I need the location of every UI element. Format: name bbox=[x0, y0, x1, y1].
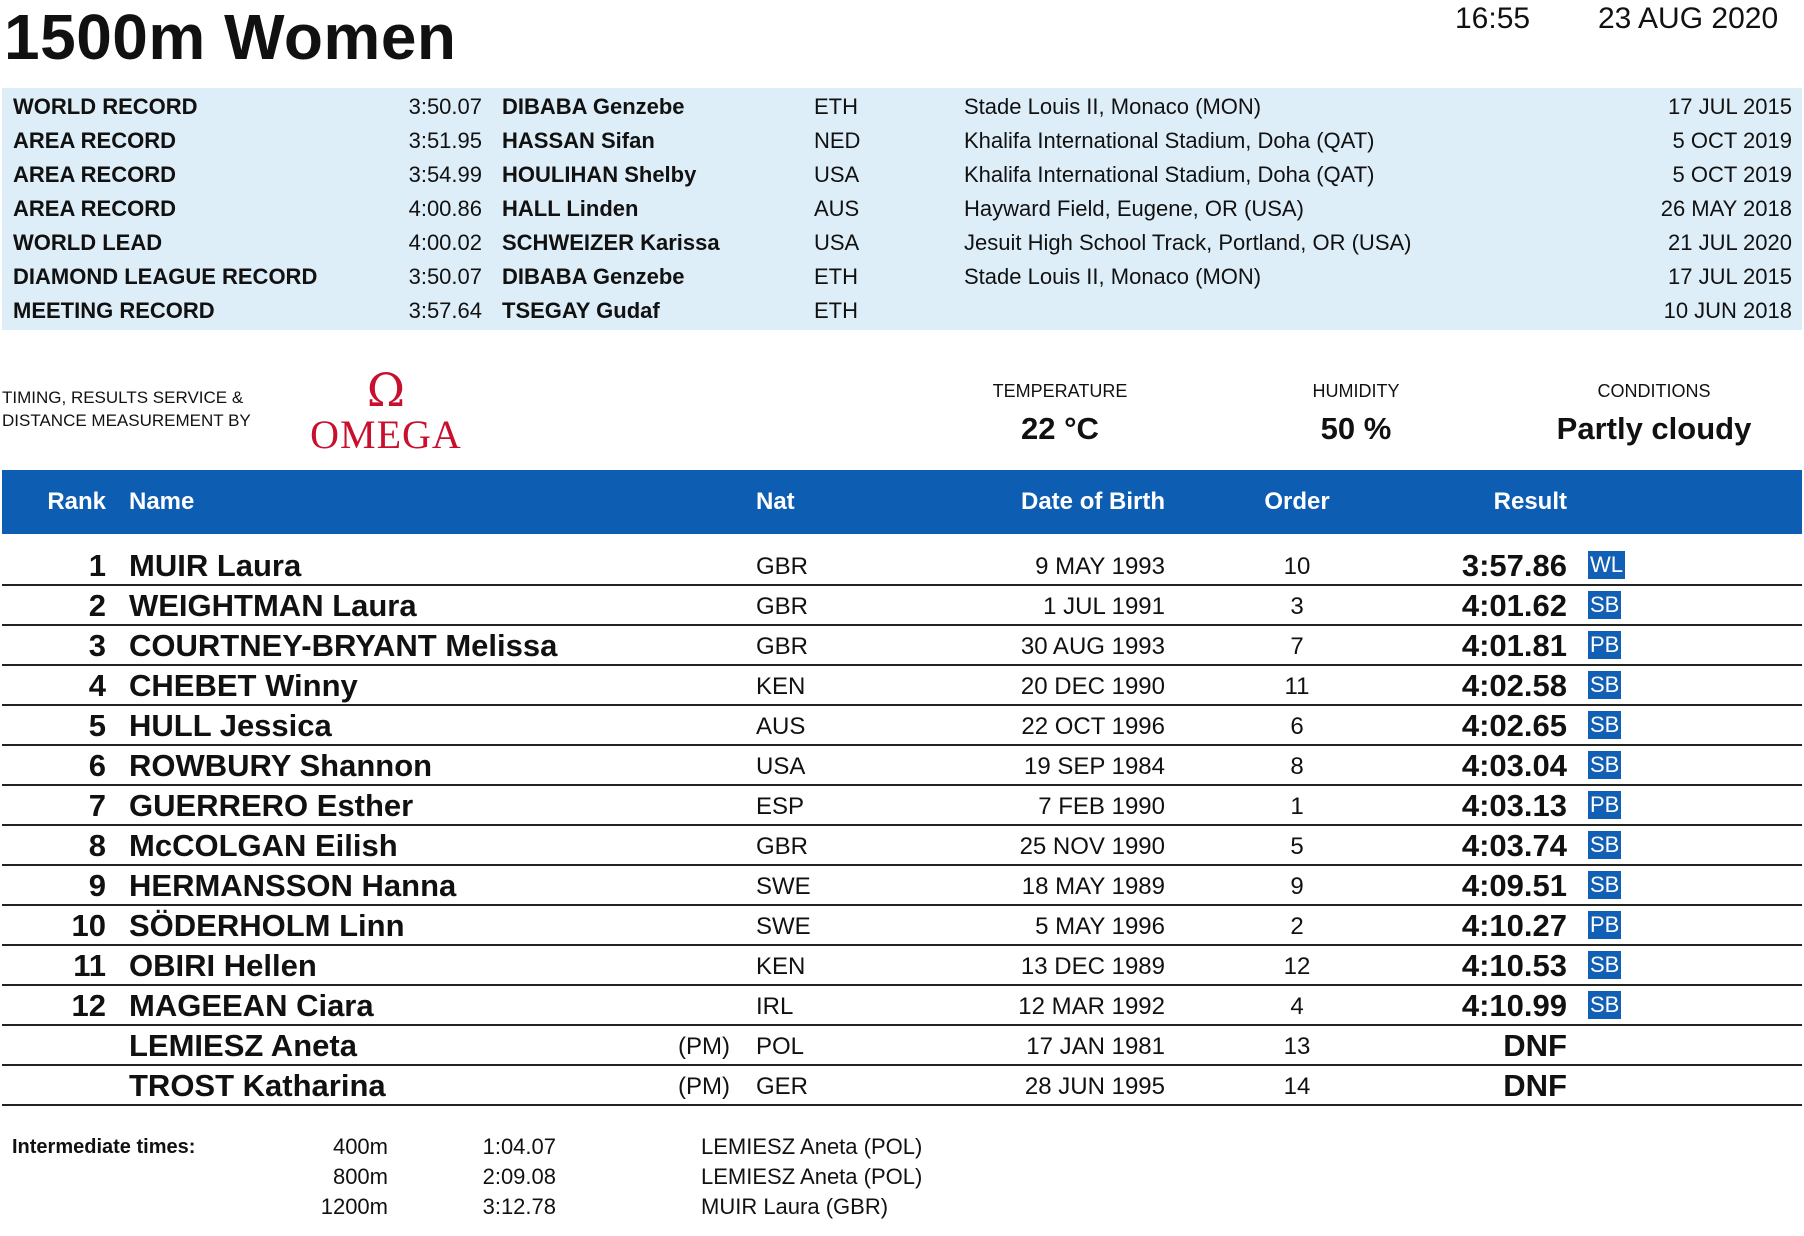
record-badge: PB bbox=[1590, 912, 1620, 937]
split-distance: 1200m bbox=[320, 1194, 388, 1219]
record-time: 3:50.07 bbox=[408, 94, 482, 119]
record-label: WORLD LEAD bbox=[13, 230, 163, 255]
event-date: 23 AUG 2020 bbox=[1598, 2, 1779, 35]
result-cell: 4:03.13 bbox=[1461, 788, 1567, 823]
athlete-name: COURTNEY-BRYANT Melissa bbox=[129, 628, 558, 663]
record-venue: Jesuit High School Track, Portland, OR (USA) bbox=[964, 230, 1412, 255]
order-cell: 9 bbox=[1290, 873, 1304, 900]
table-row bbox=[2, 585, 1802, 626]
rank-cell: 7 bbox=[88, 788, 106, 823]
column-header-result: Result bbox=[1493, 488, 1567, 515]
record-holder: DIBABA Genzebe bbox=[502, 264, 685, 289]
athlete-name: MAGEEAN Ciara bbox=[129, 988, 374, 1023]
record-time: 3:57.64 bbox=[408, 298, 482, 323]
split-leader: LEMIESZ Aneta (POL) bbox=[701, 1134, 923, 1159]
result-cell: 4:02.65 bbox=[1461, 708, 1567, 743]
intermediate-row bbox=[0, 1162, 1000, 1192]
table-row bbox=[2, 1025, 1802, 1066]
split-time: 3:12.78 bbox=[482, 1194, 556, 1219]
record-time: 3:50.07 bbox=[408, 264, 482, 289]
record-row bbox=[2, 226, 1802, 260]
nat-cell: IRL bbox=[756, 993, 794, 1020]
split-distance: 800m bbox=[332, 1164, 388, 1189]
table-row bbox=[2, 865, 1802, 906]
record-row bbox=[2, 124, 1802, 158]
result-cell: 4:03.04 bbox=[1461, 748, 1567, 783]
nat-cell: SWE bbox=[756, 873, 811, 900]
nat-cell: GBR bbox=[756, 633, 809, 660]
column-header-rank: Rank bbox=[47, 488, 106, 515]
record-nat: ETH bbox=[814, 94, 858, 119]
table-row bbox=[2, 945, 1802, 986]
athlete-name: McCOLGAN Eilish bbox=[129, 828, 398, 863]
record-holder: HOULIHAN Shelby bbox=[502, 162, 697, 187]
record-row bbox=[2, 158, 1802, 192]
record-date: 5 OCT 2019 bbox=[1672, 162, 1792, 187]
table-row bbox=[2, 665, 1802, 706]
record-row bbox=[2, 260, 1802, 294]
nat-cell: SWE bbox=[756, 913, 811, 940]
table-row bbox=[2, 785, 1802, 826]
humidity-label: HUMIDITY bbox=[1312, 381, 1400, 401]
order-cell: 7 bbox=[1290, 633, 1304, 660]
conditions-value: Partly cloudy bbox=[1556, 411, 1752, 446]
dob-cell: 19 SEP 1984 bbox=[1023, 753, 1165, 780]
split-leader: MUIR Laura (GBR) bbox=[701, 1194, 889, 1219]
intermediate-times-label: Intermediate times: bbox=[12, 1136, 196, 1158]
record-label: AREA RECORD bbox=[13, 162, 176, 187]
record-row bbox=[2, 192, 1802, 226]
column-header-name: Name bbox=[129, 488, 195, 515]
result-cell: 3:57.86 bbox=[1461, 548, 1567, 583]
record-holder: DIBABA Genzebe bbox=[502, 94, 685, 119]
table-row bbox=[2, 985, 1802, 1026]
dob-cell: 17 JAN 1981 bbox=[1026, 1033, 1165, 1060]
timing-credit-line: TIMING, RESULTS SERVICE & bbox=[2, 388, 244, 407]
table-row bbox=[2, 1065, 1802, 1106]
result-cell: 4:09.51 bbox=[1461, 868, 1567, 903]
intermediate-row bbox=[0, 1192, 1000, 1222]
rank-cell: 11 bbox=[73, 948, 106, 983]
order-cell: 11 bbox=[1284, 673, 1310, 700]
column-header-dob: Date of Birth bbox=[1021, 488, 1165, 515]
temperature-label: TEMPERATURE bbox=[992, 381, 1128, 401]
athlete-name: HERMANSSON Hanna bbox=[129, 868, 457, 903]
split-distance: 400m bbox=[332, 1134, 388, 1159]
athlete-name: ROWBURY Shannon bbox=[129, 748, 433, 783]
record-nat: USA bbox=[814, 230, 860, 255]
result-cell: DNF bbox=[1503, 1028, 1567, 1063]
rank-cell: 10 bbox=[71, 908, 106, 943]
order-cell: 12 bbox=[1283, 953, 1311, 980]
record-venue: Stade Louis II, Monaco (MON) bbox=[964, 94, 1262, 119]
results-header bbox=[2, 470, 1802, 534]
rank-cell: 4 bbox=[88, 668, 106, 703]
nat-cell: KEN bbox=[756, 673, 806, 700]
record-badge: PB bbox=[1590, 632, 1620, 657]
record-time: 3:54.99 bbox=[408, 162, 482, 187]
records-table bbox=[2, 88, 1802, 330]
table-row bbox=[2, 625, 1802, 666]
omega-wordmark: OMEGA bbox=[310, 412, 462, 454]
record-badge: SB bbox=[1590, 712, 1620, 737]
order-cell: 4 bbox=[1290, 993, 1304, 1020]
split-leader: LEMIESZ Aneta (POL) bbox=[701, 1164, 923, 1189]
dob-cell: 5 MAY 1996 bbox=[1035, 913, 1165, 940]
temperature-value: 22 °C bbox=[1021, 411, 1099, 446]
nat-cell: GER bbox=[756, 1073, 809, 1100]
athlete-name: SÖDERHOLM Linn bbox=[129, 908, 405, 943]
result-cell: 4:10.27 bbox=[1461, 908, 1567, 943]
result-cell: 4:10.99 bbox=[1461, 988, 1567, 1023]
record-date: 26 MAY 2018 bbox=[1660, 196, 1792, 221]
record-date: 5 OCT 2019 bbox=[1672, 128, 1792, 153]
record-badge: PB bbox=[1590, 792, 1620, 817]
athlete-name: LEMIESZ Aneta bbox=[129, 1028, 357, 1063]
table-row bbox=[2, 545, 1802, 586]
timing-credit bbox=[2, 386, 251, 432]
order-cell: 8 bbox=[1290, 753, 1304, 780]
dob-cell: 25 NOV 1990 bbox=[1019, 833, 1165, 860]
rank-cell: 8 bbox=[88, 828, 106, 863]
record-holder: SCHWEIZER Karissa bbox=[502, 230, 720, 255]
intermediate-row bbox=[0, 1132, 1000, 1162]
order-cell: 3 bbox=[1290, 593, 1304, 620]
humidity-value: 50 % bbox=[1320, 411, 1392, 446]
dob-cell: 30 AUG 1993 bbox=[1020, 633, 1165, 660]
athlete-name: OBIRI Hellen bbox=[129, 948, 317, 983]
record-badge: SB bbox=[1590, 752, 1620, 777]
dob-cell: 7 FEB 1990 bbox=[1038, 793, 1165, 820]
dob-cell: 1 JUL 1991 bbox=[1043, 593, 1165, 620]
rank-cell: 5 bbox=[88, 708, 106, 743]
record-date: 10 JUN 2018 bbox=[1663, 298, 1792, 323]
dob-cell: 28 JUN 1995 bbox=[1024, 1073, 1165, 1100]
omega-symbol-icon: Ω bbox=[366, 364, 406, 417]
result-cell: 4:10.53 bbox=[1461, 948, 1567, 983]
record-badge: WL bbox=[1590, 552, 1623, 577]
record-label: WORLD RECORD bbox=[13, 94, 198, 119]
record-holder: HALL Linden bbox=[502, 196, 639, 221]
dob-cell: 18 MAY 1989 bbox=[1021, 873, 1165, 900]
table-row bbox=[2, 905, 1802, 946]
result-cell: 4:01.62 bbox=[1461, 588, 1567, 623]
rank-cell: 6 bbox=[88, 748, 106, 783]
pacemaker-note: (PM) bbox=[678, 1033, 730, 1060]
nat-cell: GBR bbox=[756, 833, 809, 860]
table-row bbox=[2, 705, 1802, 746]
order-cell: 14 bbox=[1283, 1073, 1311, 1100]
order-cell: 5 bbox=[1290, 833, 1304, 860]
result-cell: 4:01.81 bbox=[1461, 628, 1567, 663]
pacemaker-note: (PM) bbox=[678, 1073, 730, 1100]
page-title: 1500m Women bbox=[4, 1, 457, 73]
record-nat: ETH bbox=[814, 264, 858, 289]
nat-cell: KEN bbox=[756, 953, 806, 980]
conditions-label: CONDITIONS bbox=[1597, 381, 1711, 401]
athlete-name: GUERRERO Esther bbox=[129, 788, 414, 823]
record-label: DIAMOND LEAGUE RECORD bbox=[13, 264, 318, 289]
dob-cell: 20 DEC 1990 bbox=[1020, 673, 1165, 700]
record-row bbox=[2, 90, 1802, 124]
record-date: 21 JUL 2020 bbox=[1668, 230, 1792, 255]
order-cell: 6 bbox=[1290, 713, 1304, 740]
record-holder: TSEGAY Gudaf bbox=[502, 298, 660, 323]
nat-cell: GBR bbox=[756, 553, 809, 580]
column-header-order: Order bbox=[1264, 488, 1330, 515]
record-badge: SB bbox=[1590, 832, 1620, 857]
athlete-name: WEIGHTMAN Laura bbox=[129, 588, 417, 623]
record-nat: ETH bbox=[814, 298, 858, 323]
result-cell: 4:03.74 bbox=[1461, 828, 1567, 863]
timing-credit-line: DISTANCE MEASUREMENT BY bbox=[2, 411, 251, 430]
dob-cell: 12 MAR 1992 bbox=[1018, 993, 1165, 1020]
nat-cell: ESP bbox=[756, 793, 805, 820]
rank-cell: 12 bbox=[71, 988, 106, 1023]
athlete-name: MUIR Laura bbox=[129, 548, 302, 583]
column-header-nat: Nat bbox=[756, 488, 795, 515]
record-nat: AUS bbox=[814, 196, 860, 221]
rank-cell: 3 bbox=[88, 628, 106, 663]
rank-cell: 9 bbox=[88, 868, 106, 903]
rank-cell: 2 bbox=[88, 588, 106, 623]
record-badge: SB bbox=[1590, 992, 1620, 1017]
nat-cell: POL bbox=[756, 1033, 805, 1060]
record-time: 4:00.02 bbox=[408, 230, 482, 255]
nat-cell: USA bbox=[756, 753, 806, 780]
split-time: 2:09.08 bbox=[482, 1164, 556, 1189]
dob-cell: 22 OCT 1996 bbox=[1021, 713, 1165, 740]
record-holder: HASSAN Sifan bbox=[502, 128, 655, 153]
order-cell: 10 bbox=[1283, 553, 1311, 580]
omega-logo bbox=[298, 364, 478, 454]
rank-cell: 1 bbox=[88, 548, 106, 583]
record-nat: NED bbox=[814, 128, 861, 153]
record-time: 3:51.95 bbox=[408, 128, 482, 153]
record-date: 17 JUL 2015 bbox=[1668, 94, 1792, 119]
record-time: 4:00.86 bbox=[408, 196, 482, 221]
record-row bbox=[2, 294, 1802, 328]
result-cell: DNF bbox=[1503, 1068, 1567, 1103]
dob-cell: 13 DEC 1989 bbox=[1020, 953, 1165, 980]
table-row bbox=[2, 825, 1802, 866]
dob-cell: 9 MAY 1993 bbox=[1035, 553, 1165, 580]
athlete-name: TROST Katharina bbox=[129, 1068, 386, 1103]
record-venue: Khalifa International Stadium, Doha (QAT) bbox=[964, 128, 1375, 153]
nat-cell: AUS bbox=[756, 713, 806, 740]
record-venue: Hayward Field, Eugene, OR (USA) bbox=[964, 196, 1304, 221]
record-badge: SB bbox=[1590, 592, 1620, 617]
result-cell: 4:02.58 bbox=[1461, 668, 1567, 703]
nat-cell: GBR bbox=[756, 593, 809, 620]
order-cell: 1 bbox=[1290, 793, 1304, 820]
table-row bbox=[2, 745, 1802, 786]
order-cell: 13 bbox=[1283, 1033, 1311, 1060]
record-venue: Stade Louis II, Monaco (MON) bbox=[964, 264, 1262, 289]
event-time: 16:55 bbox=[1455, 2, 1531, 35]
split-time: 1:04.07 bbox=[482, 1134, 556, 1159]
record-badge: SB bbox=[1590, 872, 1620, 897]
record-badge: SB bbox=[1590, 952, 1620, 977]
record-date: 17 JUL 2015 bbox=[1668, 264, 1792, 289]
order-cell: 2 bbox=[1290, 913, 1304, 940]
athlete-name: CHEBET Winny bbox=[129, 668, 358, 703]
record-label: AREA RECORD bbox=[13, 128, 176, 153]
record-venue: Khalifa International Stadium, Doha (QAT) bbox=[964, 162, 1375, 187]
record-label: MEETING RECORD bbox=[13, 298, 215, 323]
record-badge: SB bbox=[1590, 672, 1620, 697]
record-label: AREA RECORD bbox=[13, 196, 176, 221]
athlete-name: HULL Jessica bbox=[129, 708, 332, 743]
record-nat: USA bbox=[814, 162, 860, 187]
